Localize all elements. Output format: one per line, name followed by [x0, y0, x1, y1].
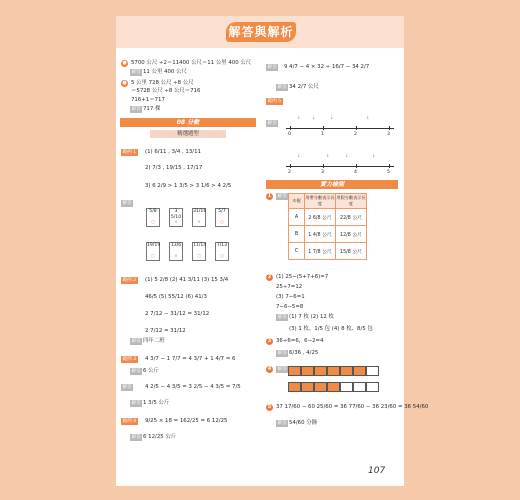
text-line: (3) 7−6=1 [276, 294, 305, 300]
text-line: 2 7/12 − 31/12 = 31/12 [145, 311, 210, 317]
arrow-marker: ↓ [297, 116, 301, 121]
fraction-box: 31/16 × [193, 209, 207, 225]
problem-marker: ● [122, 80, 127, 86]
page-number: 107 [368, 466, 386, 476]
tick-label: 0 [288, 132, 291, 137]
answer-tag: 解答 [122, 385, 132, 390]
tick [389, 164, 390, 168]
number-line [286, 128, 394, 129]
text-line: 11 公里 400 公尺 [143, 69, 187, 75]
bar-row-filled [288, 366, 379, 376]
text-line: 4 2/5 − 4 3/5 = 3 2/5 − 4 3/5 = 7/5 [145, 384, 241, 390]
text-line: 1 3/5 公斤 [143, 400, 170, 406]
example-tag: 範例 3 [122, 357, 137, 362]
text-line: (1) 5 2/8 (2) 41 3/11 (3) 15 3/4 [145, 277, 229, 283]
text-line: (3) 1 枚、1/5 包 (4) 8 枚、8/5 包 [289, 326, 373, 332]
answer-tag: 解答 [131, 70, 141, 75]
fraction-box: 11/14 ○ [193, 243, 207, 259]
text-line: 5700 公尺 ÷2＝11400 公尺＝11 公里 400 公尺 [131, 60, 252, 66]
tick-label: 3 [321, 170, 324, 175]
tick-label: 4 [354, 170, 357, 175]
fraction-box: 5/7 ○ [215, 208, 229, 227]
text-line: 四年二班 [143, 338, 165, 344]
tick-label: 2 [354, 132, 357, 137]
answer-tag: 解答 [131, 435, 141, 440]
answer-tag: 解答 [277, 421, 287, 426]
fraction-box: 3 5/10 × [170, 209, 182, 225]
example-tag: 範例 5 [267, 99, 282, 104]
answer-tag: 解答 [131, 339, 141, 344]
tick-label: 2 [288, 170, 291, 175]
text-line: (1) 6/11 , 3/4 , 13/11 [145, 149, 201, 155]
text-line: 36÷6=6，6−2=4 [276, 338, 324, 344]
text-line: 37 17/60 − 60 25/60 = 36 77/60 − 36 23/60 = 36 54/60 [276, 404, 429, 410]
text-line: 6/36 , 4/25 [289, 350, 319, 356]
ability-heading: 實力檢測 [266, 180, 398, 189]
table-header-cell: 木棍 [289, 194, 305, 209]
table-row: B 1 4/8 公尺 12/8 公尺 [289, 226, 367, 243]
answer-tag: 解答 [277, 315, 287, 320]
arrow-marker: ↓ [372, 154, 376, 159]
text-line: 716+1＝717 [131, 97, 165, 103]
text-line: (1) 7 枚 (2) 12 枚 [289, 314, 334, 320]
problem-marker: ● [122, 60, 127, 66]
text-line: 6 公斤 [143, 368, 159, 374]
arrow-marker: ↓ [312, 116, 316, 121]
answer-tag: 解答 [122, 201, 132, 206]
tick [290, 126, 291, 130]
arrow-marker: ↓ [345, 154, 349, 159]
number-line [286, 166, 394, 167]
text-line: 9 4/7 − 4 × 32 ÷ 16/7 − 34 2/7 [284, 64, 370, 70]
bar-row-partial [288, 382, 379, 392]
text-line: ＝5728 公尺 ÷8 公尺＝716 [131, 88, 201, 94]
text-line: 54/60 分鐘 [289, 420, 318, 426]
answer-tag: 解答 [131, 369, 141, 374]
tick-label: 5 [387, 170, 390, 175]
fraction-box: 7/13 ○ [216, 243, 228, 259]
tick [356, 126, 357, 130]
section-banner: 解答與解析 [226, 22, 296, 42]
question-number: 1 [267, 193, 272, 199]
fraction-box: 19/19 ○ [147, 243, 161, 259]
arrow-marker: ↓ [297, 154, 301, 159]
answer-tag: 解答 [131, 401, 141, 406]
answer-tag: 解答 [267, 65, 277, 70]
question-number: 4 [267, 366, 272, 372]
text-line: 2 7/12 = 31/12 [145, 328, 186, 334]
tick [290, 164, 291, 168]
table-row: C 1 7/8 公尺 15/8 公尺 [289, 243, 367, 260]
arrow-marker: ↓ [326, 154, 330, 159]
unit-heading: 08 分數 [120, 118, 256, 127]
table-row: A 2 6/8 公尺 22/8 公尺 [289, 209, 367, 226]
question-number: 2 [267, 274, 272, 280]
question-number: 5 [267, 404, 272, 410]
text-line: 7−6−5=8 [276, 304, 304, 310]
tick [356, 164, 357, 168]
text-line: 3) 6 2/9 > 1 3/5 > 3 1/6 > 4 2/5 [145, 183, 232, 189]
sub-heading: 精選題型 [150, 130, 226, 138]
text-line: 34 2/7 公尺 [289, 84, 319, 90]
fraction-box: 13/6 × [170, 243, 182, 259]
text-line: 4 3/7 − 1 7/7 = 4 3/7 + 1 4/7 = 6 [145, 356, 236, 362]
answer-tag: 解答 [277, 85, 287, 90]
question-number: 3 [267, 338, 272, 344]
answer-tag: 解答 [277, 351, 287, 356]
answer-tag: 解答 [267, 121, 277, 126]
arrow-marker: ↓ [330, 116, 334, 121]
table-header-cell: 用假分數表示長度 [336, 194, 367, 209]
arrow-marker: ↓ [366, 116, 370, 121]
example-tag: 範例 1 [122, 150, 137, 155]
answer-tag: 解答 [277, 367, 287, 372]
tick-label: 1 [321, 132, 324, 137]
text-line: 9/25 × 18 = 162/25 = 6 12/25 [145, 418, 228, 424]
example-tag: 範例 2 [122, 278, 137, 283]
text-line: (1) 25−(5+7+6)=7 [276, 274, 329, 280]
text-line: 6 12/25 公斤 [143, 434, 177, 440]
answer-tag: 解答 [131, 107, 141, 112]
tick-label: 3 [387, 132, 390, 137]
text-line: 46/5 (5) 55/12 (6) 41/3 [145, 294, 207, 300]
tick [389, 126, 390, 130]
comparison-table [288, 193, 367, 260]
text-line: 717 棵 [143, 106, 161, 112]
fraction-box: 5/8 ○ [146, 208, 160, 227]
example-tag: 範例 4 [122, 419, 137, 424]
table-header-cell: 用帶分數表示長度 [305, 194, 336, 209]
tick [323, 164, 324, 168]
tick [323, 126, 324, 130]
text-line: 5 公里 728 公尺 ÷8 公尺 [131, 80, 194, 86]
text-line: 25÷7=12 [276, 284, 303, 290]
answer-tag: 解答 [277, 194, 287, 199]
text-line: 2) 7/3 , 19/15 , 17/17 [145, 165, 203, 171]
